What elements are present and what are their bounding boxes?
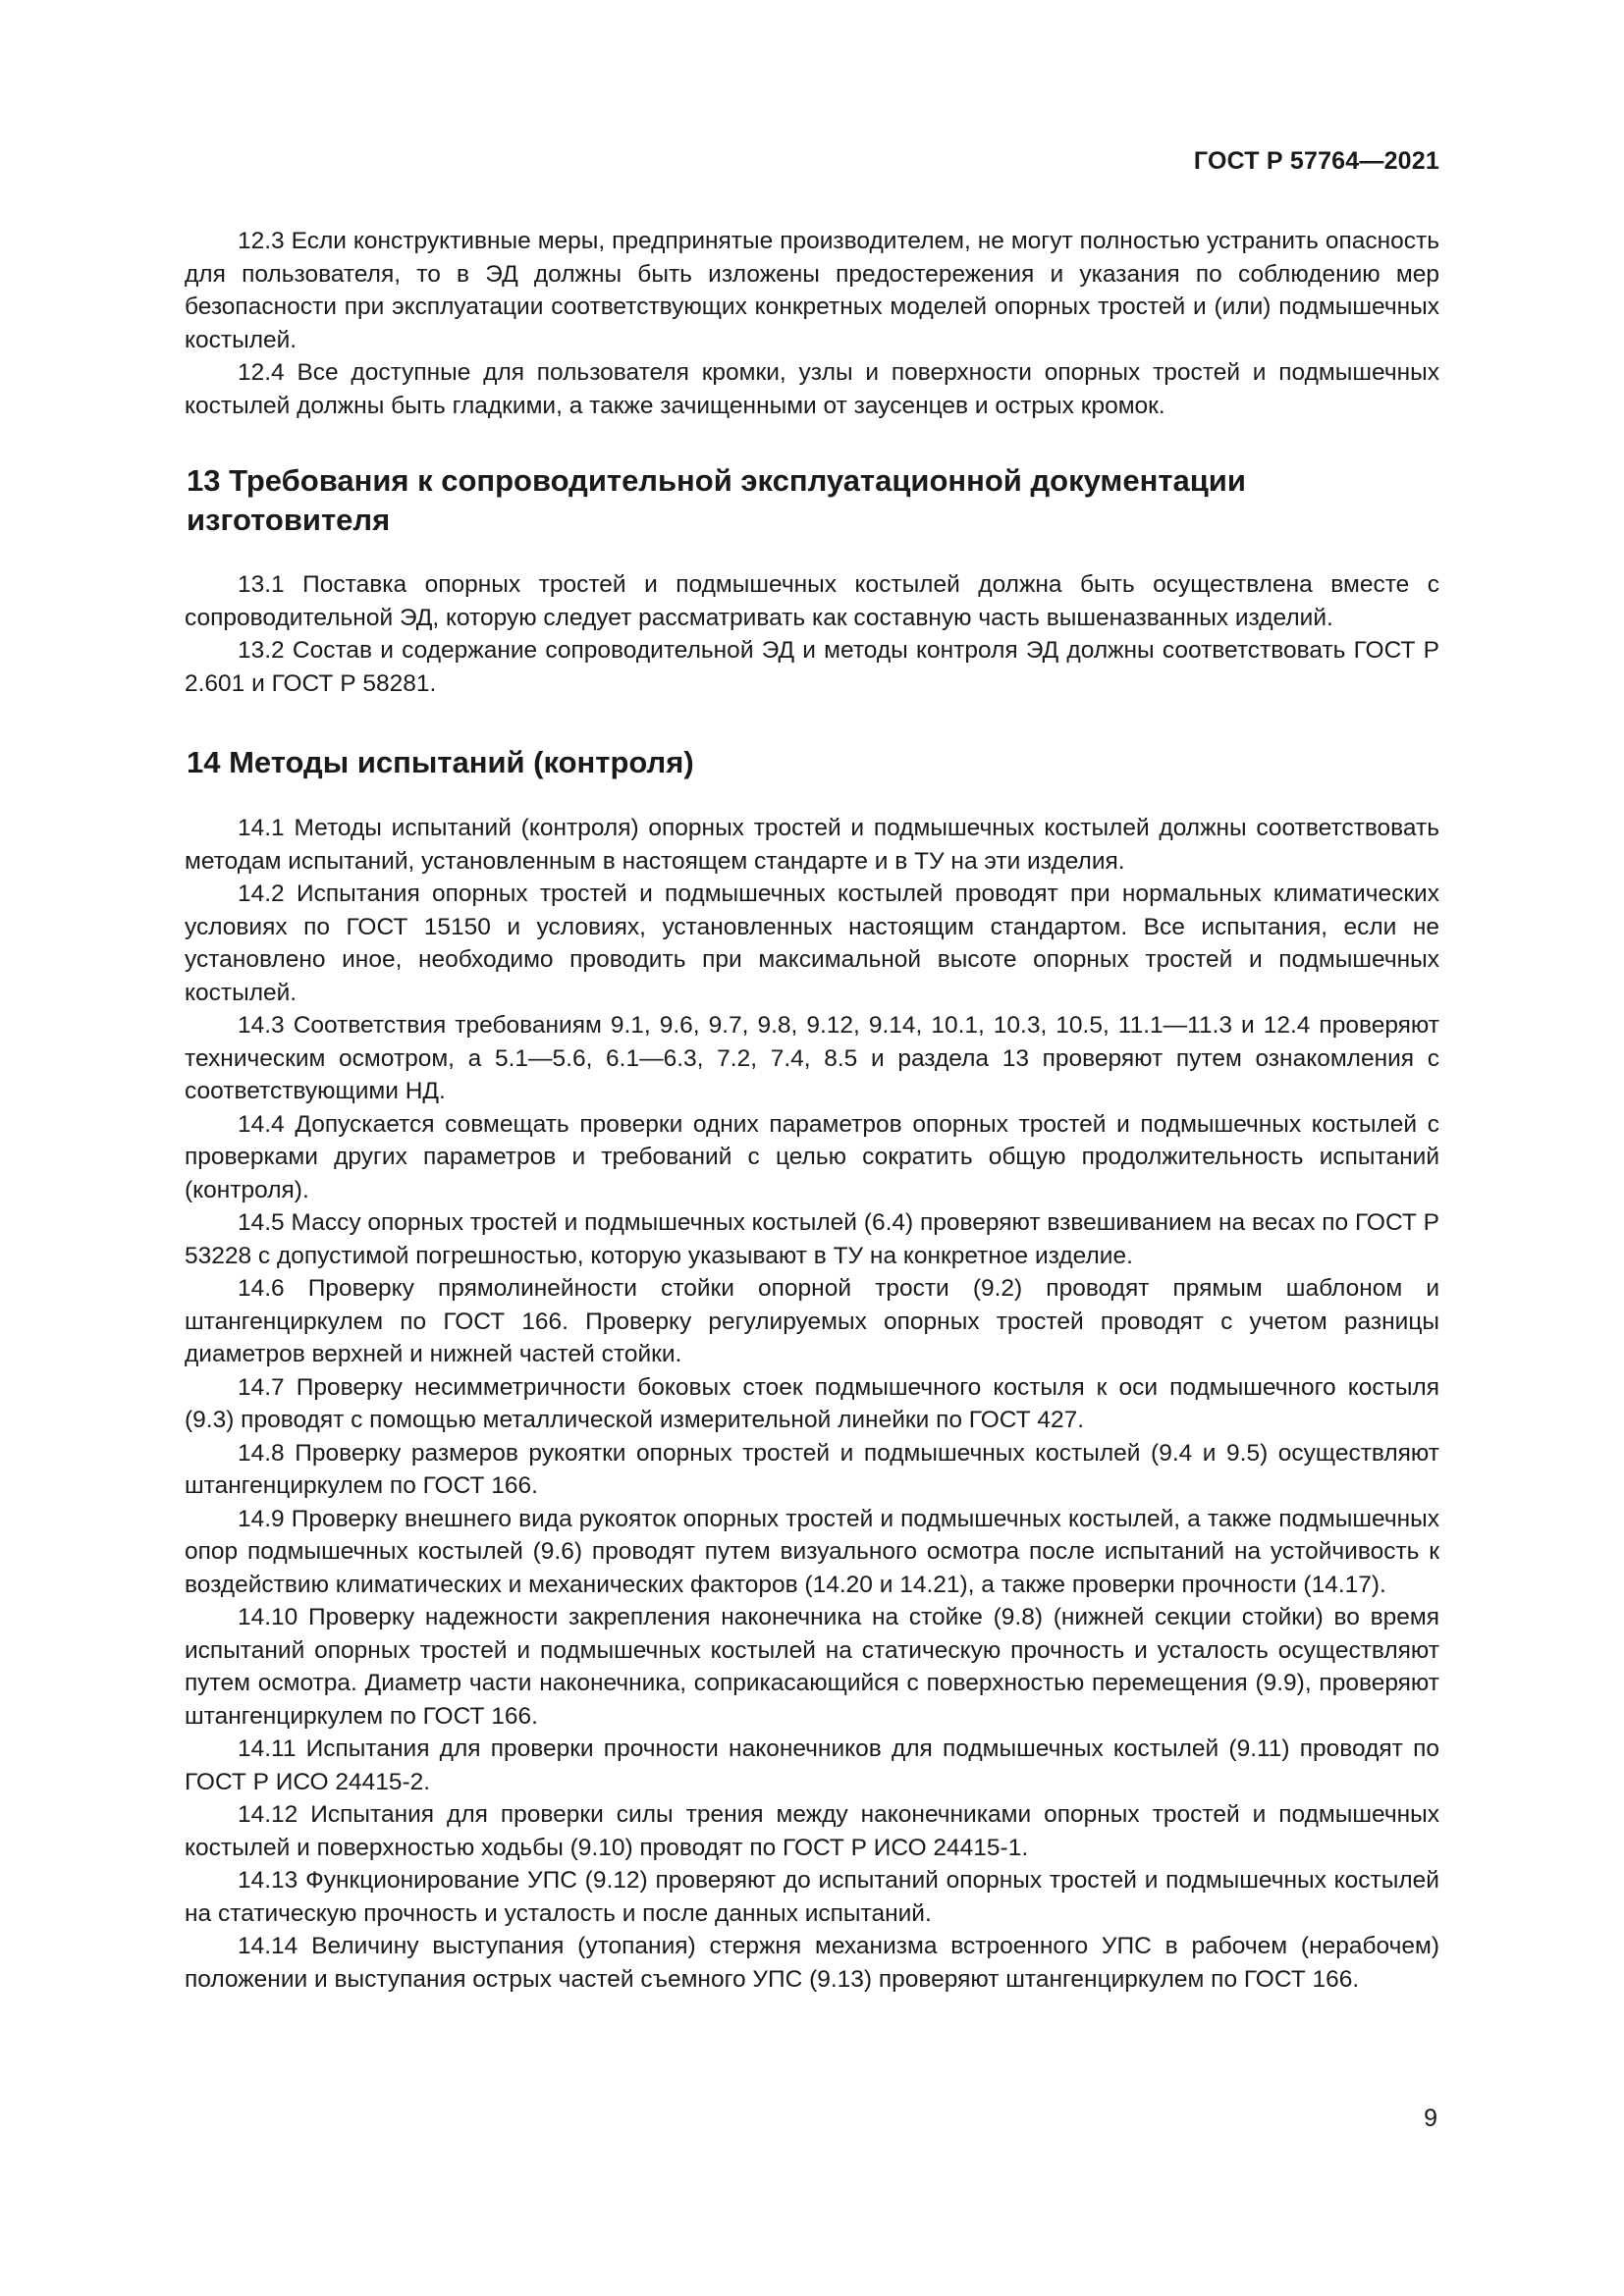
section-13-title: 13 Требования к сопроводительной эксплуатационной документации изготовителя xyxy=(187,463,1246,537)
paragraph-14-6: 14.6 Проверку прямолинейности стойки опорной трости (9.2) проводят прямым шаблоном и штангенциркулем по ГОСТ 166. Проверку регулируемых опорных тростей проводят с учетом разницы диаметров верхней и нижней частей стойки. xyxy=(185,1275,1439,1367)
paragraph-14-10: 14.10 Проверку надежности закрепления наконечника на стойке (9.8) (нижней секции стойки) во время испытаний опорных тростей и подмышечных костылей на статическую прочность и усталость осуществляют путем осмотра. Диаметр части наконечника, соприкасающийся с поверхностью перемещения (9.9), проверяют штангенциркулем по ГОСТ 166. xyxy=(185,1604,1439,1730)
paragraph-14-4: 14.4 Допускается совмещать проверки одних параметров опорных тростей и подмышечных костылей с проверками других параметров и требований с целью сократить общую продолжительность испытаний (контроля). xyxy=(185,1110,1439,1203)
paragraph-13-1: 13.1 Поставка опорных тростей и подмышечных костылей должна быть осуществлена вместе с сопроводительной ЭД, которую следует рассматривать как составную часть вышеназванных изделий. xyxy=(185,571,1439,631)
page-number: 9 xyxy=(1424,2105,1437,2132)
paragraph-12-4: 12.4 Все доступные для пользователя кромки, узлы и поверхности опорных тростей и подмышечных костылей должны быть гладкими, а также зачищенными от заусенцев и острых кромок. xyxy=(185,359,1439,419)
paragraph-14-2: 14.2 Испытания опорных тростей и подмышечных костылей проводят при нормальных климатических условиях по ГОСТ 15150 и условиях, установленных настоящим стандартом. Все испытания, если не установлено иное, необходимо проводить при максимальной высоте опорных тростей и подмышечных костылей. xyxy=(185,881,1439,1006)
page-content xyxy=(185,225,1439,1996)
paragraph-14-12: 14.12 Испытания для проверки силы трения между наконечниками опорных тростей и подмышечных костылей и поверхностью ходьбы (9.10) проводят по ГОСТ Р ИСО 24415-1. xyxy=(185,1801,1439,1861)
paragraph-14-3: 14.3 Соответствия требованиям 9.1, 9.6, 9.7, 9.8, 9.12, 9.14, 10.1, 10.3, 10.5, 11.1—11.3 и 12.4 проверяют техническим осмотром, а 5.1—5.6, 6.1—6.3, 7.2, 7.4, 8.5 и раздела 13 проверяют путем ознакомления с соответствующими НД. xyxy=(185,1012,1439,1104)
paragraph-14-5: 14.5 Массу опорных тростей и подмышечных костылей (6.4) проверяют взвешиванием на весах по ГОСТ Р 53228 с допустимой погрешностью, которую указывают в ТУ на конкретное изделие. xyxy=(185,1209,1439,1269)
paragraph-14-7: 14.7 Проверку несимметричности боковых стоек подмышечного костыля к оси подмышечного костыля (9.3) проводят с помощью металлической измерительной линейки по ГОСТ 427. xyxy=(185,1373,1439,1433)
paragraph-13-2: 13.2 Состав и содержание сопроводительной ЭД и методы контроля ЭД должны соответствовать ГОСТ Р 2.601 и ГОСТ Р 58281. xyxy=(185,637,1439,697)
paragraph-14-13: 14.13 Функционирование УПС (9.12) проверяют до испытаний опорных тростей и подмышечных костылей на статическую прочность и усталость и после данных испытаний. xyxy=(185,1867,1439,1927)
paragraph-14-1: 14.1 Методы испытаний (контроля) опорных тростей и подмышечных костылей должны соответствовать методам испытаний, установленным в настоящем стандарте и в ТУ на эти изделия. xyxy=(185,815,1439,875)
paragraph-12-3: 12.3 Если конструктивные меры, предпринятые производителем, не могут полностью устранить опасность для пользователя, то в ЭД должны быть изложены предостережения и указания по соблюдению мер безопасности при эксплуатации соответствующих конкретных моделей опорных тростей и (или) подмышечных костылей. xyxy=(185,228,1439,353)
paragraph-14-8: 14.8 Проверку размеров рукоятки опорных тростей и подмышечных костылей (9.4 и 9.5) осуществляют штангенциркулем по ГОСТ 166. xyxy=(185,1439,1439,1499)
paragraph-14-14: 14.14 Величину выступания (утопания) стержня механизма встроенного УПС в рабочем (нерабочем) положении и выступания острых частей съемного УПС (9.13) проверяют штангенциркулем по ГОСТ 166. xyxy=(185,1933,1439,1993)
paragraph-14-11: 14.11 Испытания для проверки прочности наконечников для подмышечных костылей (9.11) проводят по ГОСТ Р ИСО 24415-2. xyxy=(185,1735,1439,1795)
document-code-header: ГОСТ Р 57764—2021 xyxy=(1193,147,1439,175)
section-14-title: 14 Методы испытаний (контроля) xyxy=(187,745,694,779)
paragraph-14-9: 14.9 Проверку внешнего вида рукояток опорных тростей и подмышечных костылей, а также подмышечных опор подмышечных костылей (9.6) проводят путем визуального осмотра после испытаний на устойчивость к воздействию климатических и механических факторов (14.20 и 14.21), а также проверки прочности (14.17). xyxy=(185,1505,1439,1598)
